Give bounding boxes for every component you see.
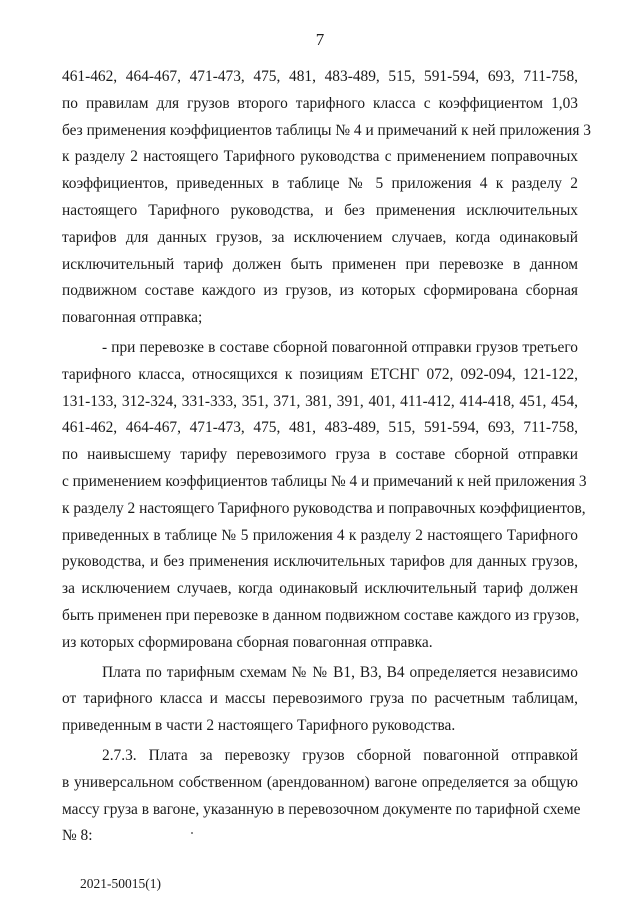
text-line: приведенным в части 2 настоящего Тарифного руководства.: [62, 717, 456, 735]
text-line: за исключением случаев, когда одинаковый исключительный тариф должен: [62, 580, 578, 598]
text-line: Плата по тарифным схемам № № В1, В3, В4 определяется независимо: [102, 663, 578, 681]
text-line: 131-133, 312-324, 331-333, 351, 371, 381, 391, 401, 411-412, 414-418, 451, 454,: [62, 392, 578, 410]
text-line: № 8:: [62, 827, 93, 845]
text-line: по правилам для грузов второго тарифного класса с коэффициентом 1,03: [62, 94, 578, 112]
document-code: 2021-50015(1): [80, 876, 161, 891]
text-line: подвижном составе каждого из грузов, из которых сформирована сборная: [62, 282, 578, 300]
text-line: быть применен при перевозке в данном подвижном составе каждого из грузов,: [62, 606, 580, 624]
text-line: коэффициентов, приведенных в таблице № 5 приложения 4 к разделу 2: [62, 175, 578, 193]
paragraph-3: [62, 660, 578, 740]
text-line: в универсальном собственном (арендованном) вагоне определяется за общую: [62, 773, 578, 791]
text-line: без применения коэффициентов таблицы № 4 и примечаний к ней приложения 3: [62, 121, 592, 139]
text-line: 461-462, 464-467, 471-473, 475, 481, 483-489, 515, 591-594, 693, 711-758,: [62, 419, 578, 437]
text-line: настоящего Тарифного руководства, и без применения исключительных: [62, 201, 578, 219]
paragraph-1: [62, 64, 592, 332]
text-line: исключительный тариф должен быть применен при перевозке в данном: [62, 255, 578, 273]
text-line: с применением коэффициентов таблицы № 4 и примечаний к ней приложения 3: [62, 472, 587, 490]
text-line: руководства, и без применения исключительных тарифов для данных грузов,: [62, 553, 578, 571]
text-line: повагонная отправка;: [62, 309, 203, 327]
text-line: тарифного класса, относящихся к позициям ЕТСНГ 072, 092-094, 121-122,: [62, 365, 578, 383]
page-number: 7: [315, 30, 325, 49]
paragraph-2: [62, 335, 587, 657]
text-line: по наивысшему тарифу перевозимого груза в составе сборной отправки: [62, 446, 578, 464]
text-line: 461-462, 464-467, 471-473, 475, 481, 483-489, 515, 591-594, 693, 711-758,: [62, 68, 578, 85]
text-line: - при перевозке в составе сборной повагонной отправки грузов третьего: [102, 338, 578, 356]
text-line: к разделу 2 настоящего Тарифного руководства и поправочных коэффициентов,: [62, 499, 586, 517]
text-line: тарифов для данных грузов, за исключением случаев, когда одинаковый: [62, 228, 578, 246]
document-body: [62, 64, 592, 850]
scan-speck: [191, 832, 193, 834]
text-line: из которых сформирована сборная повагонная отправка.: [62, 633, 433, 651]
text-line: приведенных в таблице № 5 приложения 4 к разделу 2 настоящего Тарифного: [62, 526, 578, 544]
text-line: к разделу 2 настоящего Тарифного руководства с применением поправочных: [62, 148, 578, 166]
text-line: от тарифного класса и массы перевозимого груза по расчетным таблицам,: [62, 690, 578, 708]
text-line: массу груза в вагоне, указанную в перевозочном документе по тарифной схеме: [62, 800, 581, 818]
text-line: 2.7.3. Плата за перевозку грузов сборной повагонной отправкой: [102, 746, 578, 764]
paragraph-4: [62, 743, 581, 850]
